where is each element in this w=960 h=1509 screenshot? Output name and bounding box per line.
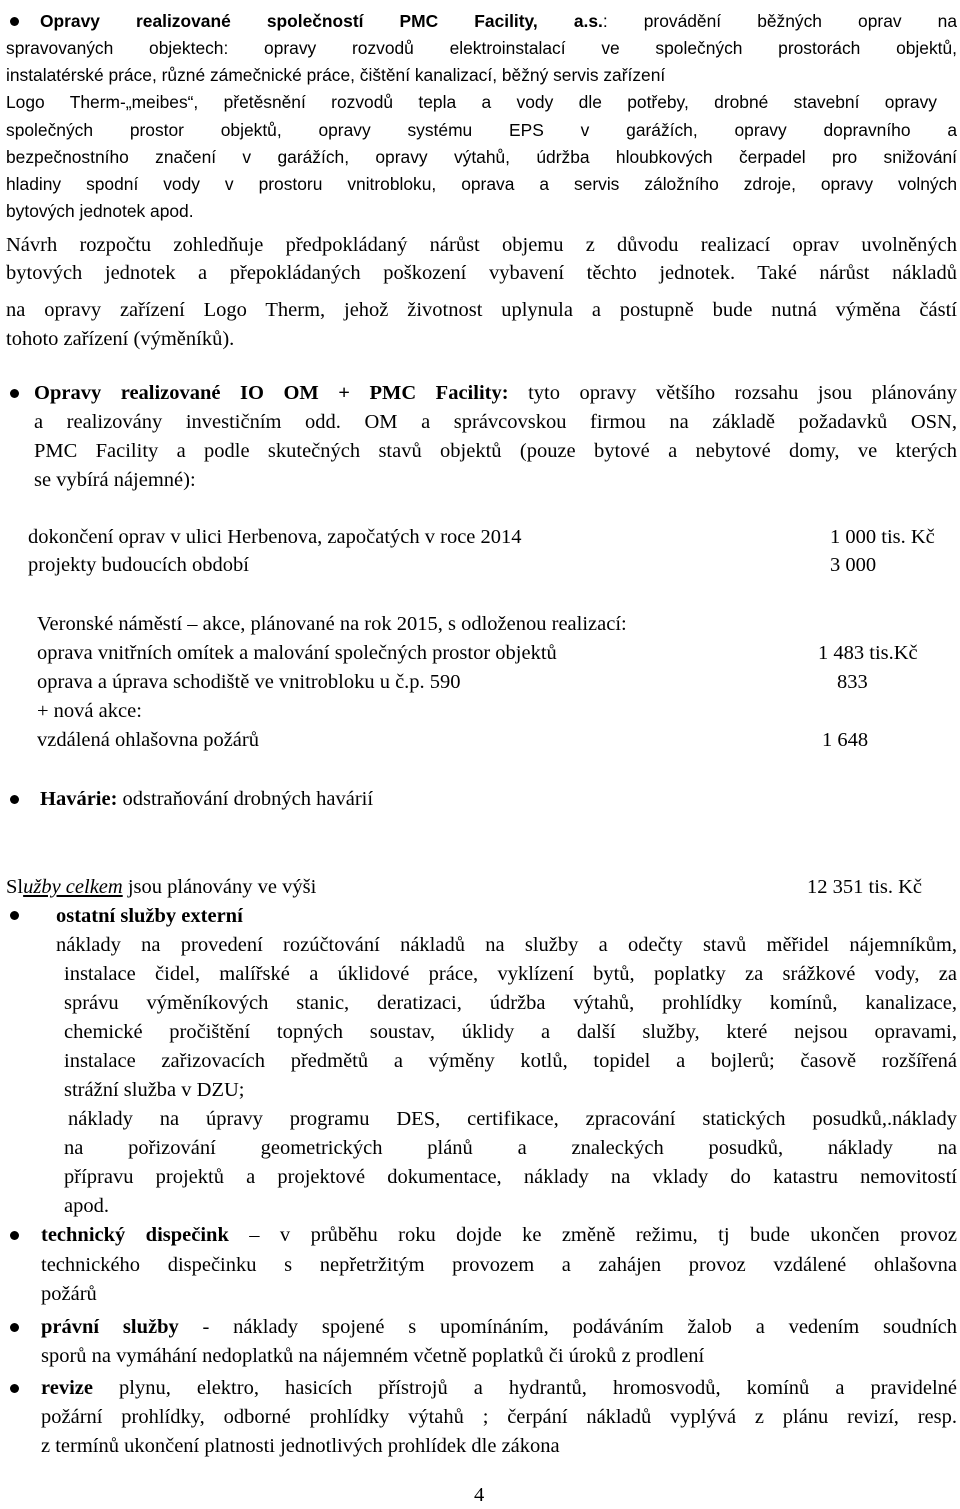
section-pmc-line: hladiny spodní vody v prostoru vnitrobloku, oprava a servis záložního zdroje, opravy volných [6,174,957,194]
section-pmc-line: Logo Therm-„meibes“, přetěsnění rozvodů tepla a vody dle potřeby, drobné stavební opravy [6,92,937,112]
section-external-title [56,902,243,930]
legal-line: sporů na vymáhání nedoplatků na nájemném včetně poplatků či úroků z prodlení [41,1345,705,1367]
section-pmc-line: bytových jednotek apod. [6,201,194,221]
bullet-icon [10,1231,19,1240]
item-label: dokončení oprav v ulici Herbenova, započatých v roce 2014 [28,526,522,548]
section-io-line: PMC Facility a podle skutečných stavů objektů (pouze bytové a nebytové domy, ve kterých [34,440,957,462]
external-line: instalace čidel, malířské a úklidové práce, vyklízení bytů, poplatky za srážkové vody, za [64,963,957,985]
item-value: 833 [837,671,868,693]
section-pmc-line: instalatérské práce, různé zámečnické práce, čištění kanalizací, běžný servis zařízení [6,65,666,85]
section-pmc-line: společných prostor objektů, opravy systému EPS v garážích, opravy dopravního a [6,120,957,140]
external-line: chemické pročištění topných soustav, úklidy a další služby, které nejsou opravami, [64,1021,957,1043]
section-legal-first-line [41,1313,957,1341]
section-io-line: a realizovány investičním odd. OM a správcovskou firmou na základě požadavků OSN, [34,411,957,433]
item-label: oprava vnitřních omítek a malování společných prostor objektů [37,642,557,664]
section-havarie-rest: odstraňování drobných havárií [117,788,374,810]
external-line: strážní služba v DZU; [64,1079,245,1101]
page-number: 4 [474,1484,485,1506]
item-value: 1 000 tis. Kč [830,526,935,548]
section-external-title-text: ostatní služby externí [56,905,243,927]
external-line: přípravu projektů a projektové dokumentace, náklady na vklady do katastru nemovitostí [64,1166,957,1188]
section-pmc-line: spravovaných objektech: opravy rozvodů elektroinstalací ve společných prostorách objektů, [6,38,957,58]
bullet-icon [10,1323,19,1332]
bullet-icon [10,389,19,398]
external-line: správu výměníkových stanic, deratizaci, údržba výtahů, prohlídky komínů, kanalizace, [64,992,957,1014]
section-pmc-first-line [40,7,957,35]
veronske-heading: Veronské náměstí – akce, plánované na rok 2015, s odloženou realizací: [37,613,627,635]
budget-line: Návrh rozpočtu zohledňuje předpokládaný nárůst objemu z důvodu realizací oprav uvolněných [6,234,957,256]
new-action-label: + nová akce: [37,700,142,722]
section-io-first-line [34,379,957,407]
section-havarie-title: Havárie: [40,788,118,810]
budget-line: bytových jednotek a přepokládaných poškození vybavení těchto jednotek. Také nárůst nákladů [6,262,957,284]
external-line: náklady na provedení rozúčtování nákladů na služby a odečty stavů měřidel nájemníkům, [56,934,957,956]
dispecink-line: požárů [41,1283,97,1305]
section-io-title-rest: tyto opravy většího rozsahu jsou plánovány [508,382,957,404]
section-dispecink-rest: – v průběhu roku dojde ke změně režimu, tj bude ukončen provoz [228,1224,957,1246]
bullet-icon [10,911,19,920]
section-io-line: se vybírá nájemné): [34,469,196,491]
services-total-value: 12 351 tis. Kč [807,876,923,898]
section-revize-title: revize [41,1377,93,1399]
item-label: projekty budoucích období [28,554,249,576]
revize-line: požární prohlídky, odborné prohlídky výtahů ; čerpání nákladů vyplývá z plánu revizí, resp. [41,1406,957,1428]
section-pmc-title-rest: : provádění běžných oprav na [602,11,957,31]
bullet-icon [10,17,19,26]
section-revize-first-line [41,1374,957,1402]
section-dispecink-first-line [41,1221,957,1249]
external-line: na pořizování geometrických plánů a znaleckých posudků, náklady na [64,1137,957,1159]
item-value: 3 000 [830,554,877,576]
section-legal-title: právní služby [41,1316,179,1338]
external-line: apod. [64,1195,109,1217]
external-line: náklady na úpravy programu DES, certifikace, zpracování statických posudků,.náklady [68,1108,957,1130]
dispecink-line: technického dispečinku s nepřetržitým provozem a zahájen provoz vzdálené ohlašovna [41,1254,957,1276]
services-total-label [6,873,316,901]
section-dispecink-title: technický dispečink [41,1224,229,1246]
services-prefix: Sl [6,876,24,898]
item-label: oprava a úprava schodiště ve vnitrobloku u č.p. 590 [37,671,461,693]
services-underlined: užby celkem [23,876,123,898]
section-io-title: Opravy realizované IO OM + PMC Facility: [34,382,509,404]
item-value: 1 483 tis.Kč [818,642,918,664]
budget-line: na opravy zařízení Logo Therm, jehož životnost uplynula a postupně bude nutná výměna částí [6,299,957,321]
item-label: vzdálená ohlašovna požárů [37,729,259,751]
section-pmc-line: bezpečnostního značení v garážích, opravy výtahů, údržba hloubkových čerpadel pro snižování [6,147,957,167]
section-pmc-title: Opravy realizované společností PMC Facility, a.s. [40,11,603,31]
section-revize-rest: plynu, elektro, hasicích přístrojů a hydrantů, hromosvodů, komínů a pravidelné [92,1377,957,1399]
budget-line: tohoto zařízení (výměníků). [6,328,235,350]
section-legal-rest: - náklady spojené s upomínáním, podáváním žalob a vedením soudních [178,1316,957,1338]
revize-line: z termínů ukončení platnosti jednotlivých prohlídek dle zákona [41,1435,560,1457]
external-line: instalace zařizovacích předmětů a výměny kotlů, topidel a bojlerů; časově rozšířená [64,1050,957,1072]
bullet-icon [10,1384,19,1393]
bullet-icon [10,795,19,804]
section-havarie [40,785,373,813]
services-rest: jsou plánovány ve výši [122,876,317,898]
item-value: 1 648 [822,729,869,751]
